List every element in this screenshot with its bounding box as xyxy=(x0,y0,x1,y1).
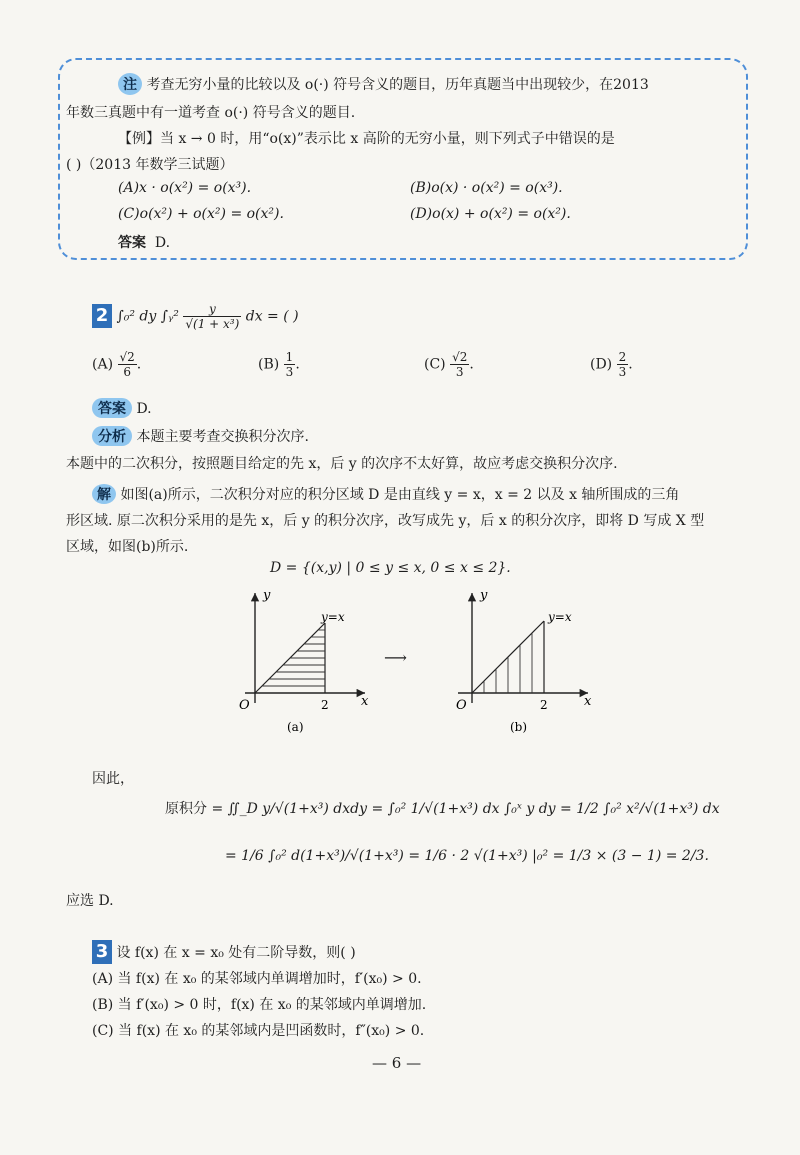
hatch-horizontal xyxy=(262,630,325,686)
fig-a-x-label: x xyxy=(361,694,369,709)
fig-a-caption: (a) xyxy=(287,720,304,734)
q2-option-a xyxy=(92,350,141,379)
q2-option-label: (A) xyxy=(92,356,114,373)
q2-answer xyxy=(92,398,152,418)
note-example2: ( )（2013 年数学三试题） xyxy=(66,157,234,173)
note-line1 xyxy=(118,73,649,95)
q2-option-end: . xyxy=(136,356,142,373)
note-example: 【例】当 x → 0 时，用“o(x)”表示比 x 高阶的无穷小量，则下列式子中错误的是 xyxy=(118,131,615,147)
q2-option-den: 3 xyxy=(455,365,464,379)
q2-option-end: . xyxy=(469,356,474,373)
fig-b-origin: O xyxy=(456,698,467,713)
q2-number: 2 xyxy=(92,304,112,328)
q2-option-end: . xyxy=(628,356,633,373)
fig-b-x-label: x xyxy=(584,694,592,709)
q3-option-b: (B) 当 f′(x₀) > 0 时，f(x) 在 x₀ 的某邻域内单调增加. xyxy=(92,997,427,1013)
fig-b-tick: 2 xyxy=(540,698,548,712)
q2-analysis2: 本题中的二次积分，按照题目给定的先 x，后 y 的次序不太好算，故应考虑交换积分次序. xyxy=(66,456,618,472)
q2-integrand-num: y xyxy=(183,302,241,317)
q2-answer-value: D. xyxy=(136,401,152,417)
note-option-c: (C)o(x²) + o(x²) = o(x²). xyxy=(118,206,284,222)
calc-line1 xyxy=(165,798,720,818)
q2-option-d xyxy=(590,350,633,379)
q2-option-label: (B) xyxy=(258,356,280,373)
q2-integrand xyxy=(183,302,241,331)
q2-option-num: 2 xyxy=(618,350,627,364)
figure-arrow: ⟶ xyxy=(384,648,407,667)
q2-analysis-label: 分析 xyxy=(92,426,132,446)
q2-prefix: ∫₀² dy ∫ᵧ² xyxy=(116,308,179,325)
note-answer-label: 答案 xyxy=(118,235,146,251)
figure-a xyxy=(225,585,375,735)
q3-option-c: (C) 当 f(x) 在 x₀ 的某邻域内是凹函数时，f″(x₀) > 0. xyxy=(92,1023,425,1039)
hatch-vertical xyxy=(484,633,532,693)
q2-integrand-den: √(1 + x³) xyxy=(185,317,240,331)
fig-a-line-label: y=x xyxy=(321,610,345,624)
q3-stem-text: 设 f(x) 在 x = x₀ 处有二阶导数，则( ) xyxy=(116,945,356,961)
q2-option-end: . xyxy=(295,356,300,373)
note-option-d: (D)o(x) + o(x²) = o(x²). xyxy=(410,206,571,222)
q2-option-den: 3 xyxy=(285,365,294,379)
fig-a-origin: O xyxy=(239,698,250,713)
q2-solution-text1: 如图(a)所示，二次积分对应的积分区域 D 是由直线 y = x，x = 2 以及 x 轴所围成的三角 xyxy=(120,487,680,503)
choose-answer: 应选 D. xyxy=(66,893,114,909)
calc-line2: = 1/6 ∫₀² d(1+x³)/√(1+x³) = 1/6 · 2 √(1+x³) |₀² = 1/3 × (3 − 1) = 2/3. xyxy=(225,848,709,864)
q2-stem xyxy=(92,302,299,331)
q2-solution-line2: 形区域. 原二次积分采用的是先 x，后 y 的积分次序，改写成先 y，后 x 的积分次序，即将 D 写成 X 型 xyxy=(66,513,705,529)
q2-option-label: (D) xyxy=(590,356,613,373)
therefore: 因此， xyxy=(92,771,134,787)
note-answer xyxy=(118,232,170,252)
calc-expr1: ∬_D y/√(1+x³) dxdy = ∫₀² 1/√(1+x³) dx ∫₀ˣ y dy = 1/2 ∫₀² x²/√(1+x³) dx xyxy=(227,801,720,817)
note-answer-value: D. xyxy=(154,235,171,251)
q2-analysis-text: 本题主要考查交换积分次序. xyxy=(136,429,309,445)
q2-option-label: (C) xyxy=(424,356,446,373)
q2-solution-line1 xyxy=(92,484,679,504)
q3-stem xyxy=(92,940,356,964)
q2-domain: D = {(x,y) | 0 ≤ y ≤ x, 0 ≤ x ≤ 2}. xyxy=(270,560,511,576)
q2-analysis xyxy=(92,426,309,446)
fig-b-y-label: y xyxy=(480,588,488,603)
figure-b xyxy=(438,585,598,735)
q2-option-c xyxy=(424,350,474,379)
q2-option-num: √2 xyxy=(119,350,135,364)
q2-solution-label: 解 xyxy=(92,484,116,504)
fig-a-y-label: y xyxy=(263,588,271,603)
fig-b-line-label: y=x xyxy=(548,610,572,624)
q2-option-b xyxy=(258,350,300,379)
fig-a-tick: 2 xyxy=(321,698,329,712)
q2-option-num: 1 xyxy=(285,350,294,364)
q2-option-den: 3 xyxy=(618,365,627,379)
q2-suffix: dx = ( ) xyxy=(245,308,299,325)
q2-option-den: 6 xyxy=(123,365,131,379)
note-text1: 考查无穷小量的比较以及 o(·) 符号含义的题目，历年真题当中出现较少，在2013 xyxy=(146,77,649,93)
page-number: — 6 — xyxy=(372,1054,422,1072)
note-option-b: (B)o(x) · o(x²) = o(x³). xyxy=(410,180,563,196)
q3-option-a: (A) 当 f(x) 在 x₀ 的某邻域内单调增加时，f′(x₀) > 0. xyxy=(92,971,422,987)
note-tag: 注 xyxy=(118,73,142,95)
fig-b-caption: (b) xyxy=(510,720,528,734)
note-line2: 年数三真题中有一道考查 o(·) 符号含义的题目. xyxy=(66,105,356,121)
note-option-a: (A)x · o(x²) = o(x³). xyxy=(118,180,252,196)
q2-option-num: √2 xyxy=(452,350,468,364)
q2-answer-label: 答案 xyxy=(92,398,132,418)
q3-number: 3 xyxy=(92,940,112,964)
q2-solution-line3: 区域，如图(b)所示. xyxy=(66,539,189,555)
calc-lhs: 原积分 = xyxy=(165,801,224,817)
